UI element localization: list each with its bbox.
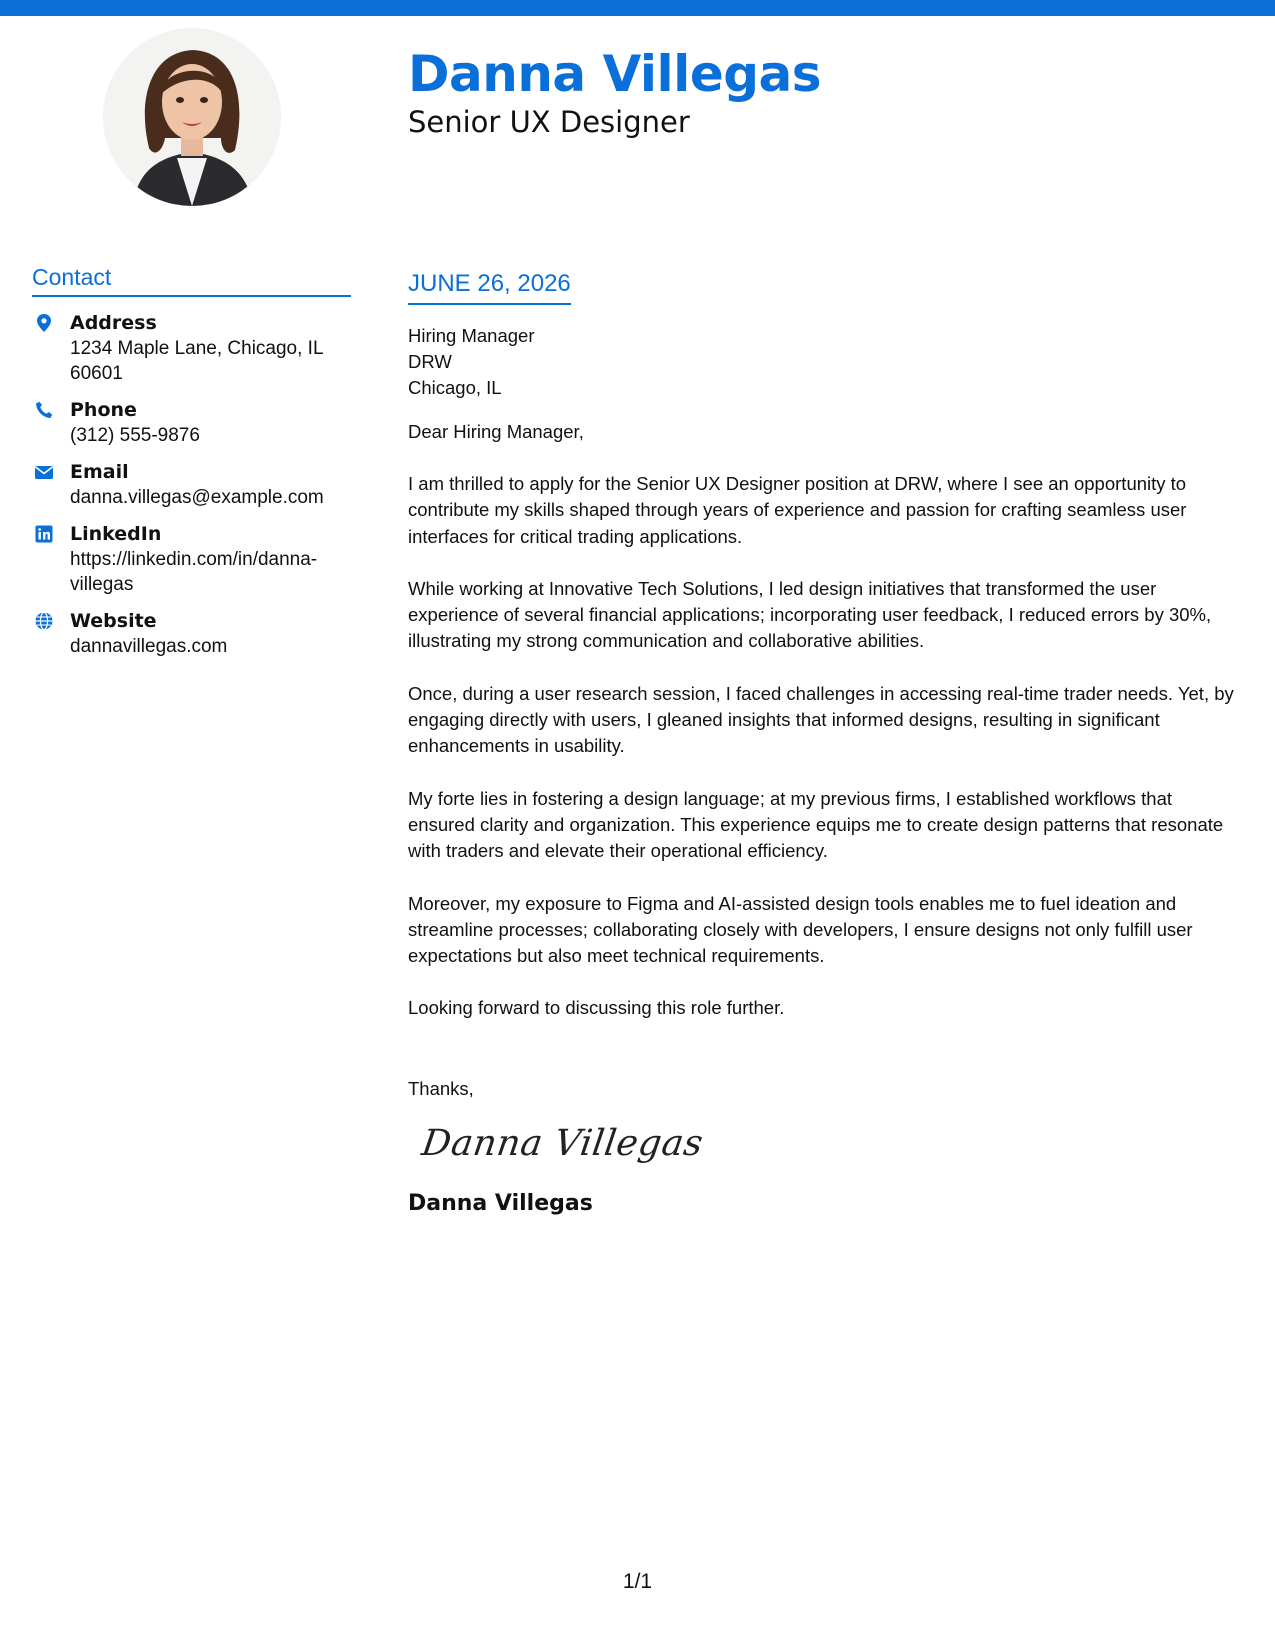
globe-icon xyxy=(34,611,54,631)
contact-label-website: Website xyxy=(70,610,157,632)
contact-list xyxy=(32,311,351,659)
letter-paragraph: Looking forward to discussing this role further. xyxy=(408,997,785,1019)
contact-item-linkedin xyxy=(32,522,351,597)
letter-paragraph: My forte lies in fostering a design language; at my previous firms, I established workflows that ensured clarity and organization. This experience equips me to create design patterns that resonate with traders and elevate their operational efficiency. xyxy=(408,787,1224,862)
contact-heading: Contact xyxy=(32,262,351,297)
job-title: Senior UX Designer xyxy=(408,105,690,139)
phone-icon xyxy=(34,400,54,420)
closing: Thanks, xyxy=(408,1077,474,1099)
profile-photo xyxy=(103,28,281,206)
letter-date: JUNE 26, 2026 xyxy=(408,268,571,305)
contact-item-website xyxy=(32,609,351,659)
letter-paragraph: Moreover, my exposure to Figma and AI-assisted design tools enables me to fuel ideation and streamline processes; collaborating closely with developers, I ensure designs not only fulfill user expectations but also meet technical requirements. xyxy=(408,892,1193,967)
top-accent-bar xyxy=(0,0,1275,16)
page-number: 1/1 xyxy=(622,1570,653,1593)
signer-name: Danna Villegas xyxy=(408,1190,593,1216)
recipient-block xyxy=(408,323,1243,401)
contact-value-linkedin[interactable]: https://linkedin.com/in/danna-villegas xyxy=(70,549,318,595)
map-pin-icon xyxy=(34,313,54,333)
salutation: Dear Hiring Manager, xyxy=(408,421,584,442)
envelope-icon xyxy=(34,462,54,482)
contact-value-website[interactable]: dannavillegas.com xyxy=(70,636,228,657)
handwritten-signature: Danna Villegas xyxy=(419,1122,706,1164)
contact-item-address xyxy=(32,311,351,386)
letter-body xyxy=(408,268,1243,1218)
letter-paragraph: I am thrilled to apply for the Senior UX Designer position at DRW, where I see an opportunity to contribute my skills shaped through years of experience and passion for crafting seamless user interfaces for critical trading applications. xyxy=(408,473,1187,547)
linkedin-icon xyxy=(34,524,54,544)
recipient-line: Hiring Manager xyxy=(408,325,535,346)
recipient-line: DRW xyxy=(408,351,452,372)
contact-item-phone xyxy=(32,398,351,448)
contact-value-address: 1234 Maple Lane, Chicago, IL 60601 xyxy=(70,338,323,384)
contact-item-email xyxy=(32,460,351,510)
applicant-name: Danna Villegas xyxy=(408,45,822,103)
contact-label-linkedin: LinkedIn xyxy=(70,523,162,545)
contact-label-address: Address xyxy=(70,312,157,334)
contact-label-phone: Phone xyxy=(70,399,137,421)
contact-value-email[interactable]: danna.villegas@example.com xyxy=(70,487,324,508)
contact-sidebar xyxy=(32,262,351,671)
contact-label-email: Email xyxy=(70,461,129,483)
letter-paragraph: While working at Innovative Tech Solutions, I led design initiatives that transformed the user experience of several financial applications; incorporating user feedback, I reduced errors by 30%, illustrating my strong communication and collaborative abilities. xyxy=(408,577,1212,652)
recipient-line: Chicago, IL xyxy=(408,377,502,398)
profile-photo-illustration xyxy=(103,28,281,206)
contact-value-phone[interactable]: (312) 555-9876 xyxy=(70,425,200,446)
letter-paragraph: Once, during a user research session, I faced challenges in accessing real-time trader needs. Yet, by engaging directly with users, I gleaned insights that informed designs, resulting in significant enhancements in usability. xyxy=(408,682,1234,757)
